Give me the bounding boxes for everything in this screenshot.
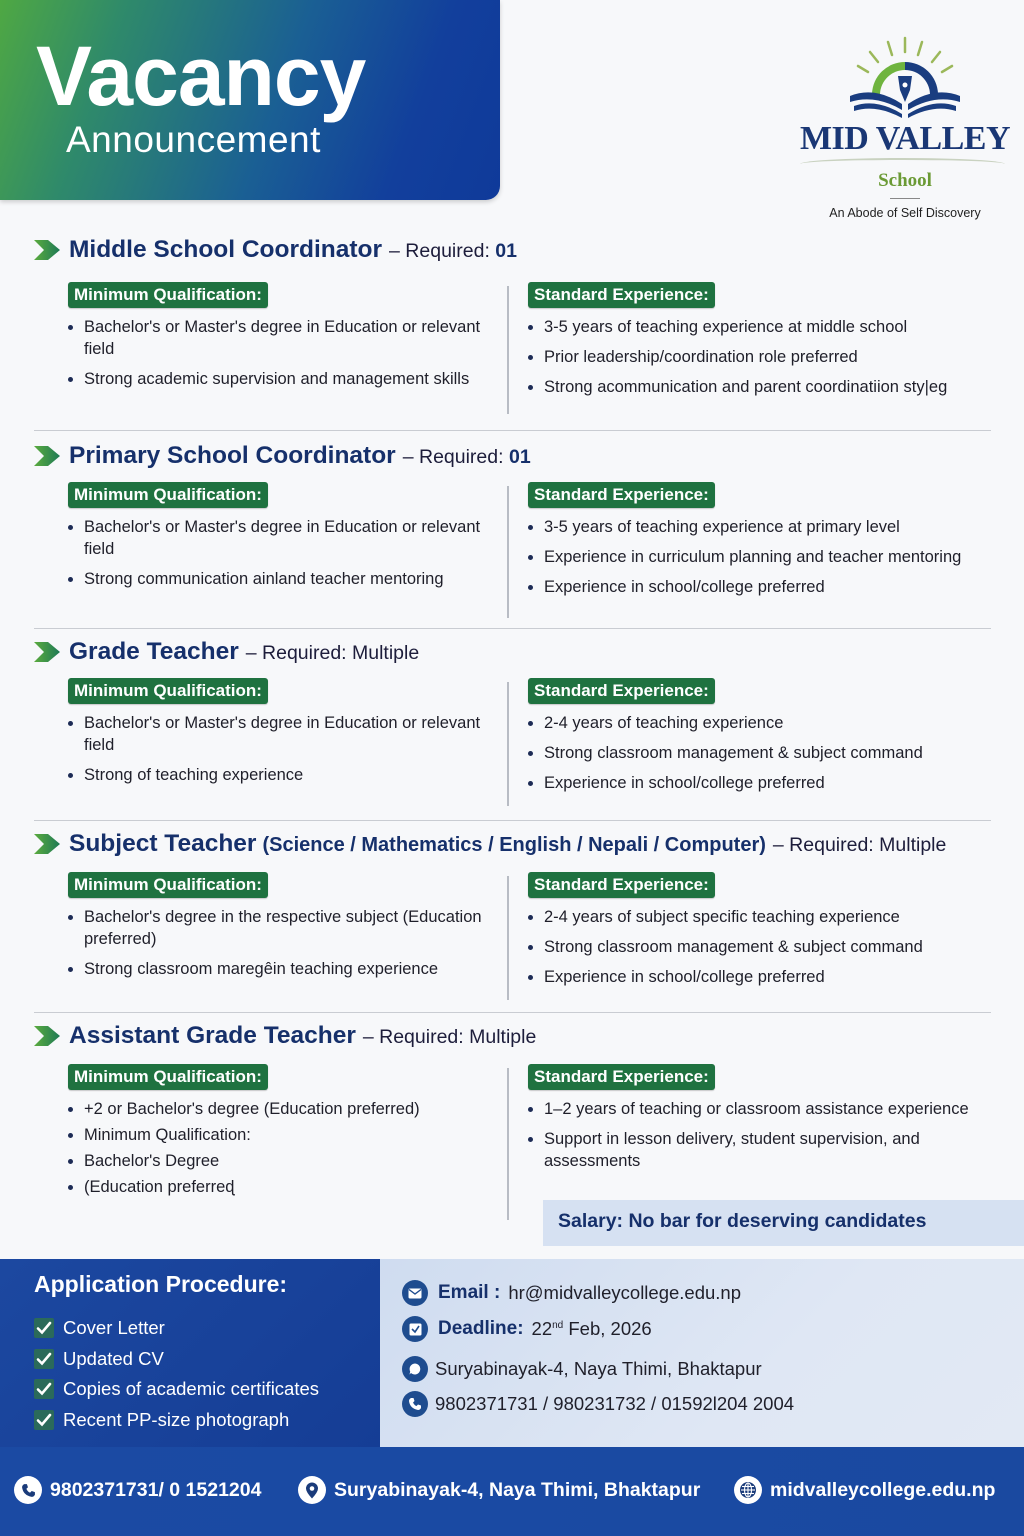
experience-item: Experience in school/college preferred <box>528 966 1008 988</box>
email-row <box>402 1280 741 1306</box>
qualification-item: Bachelor's or Master's degree in Education or relevant field <box>68 712 498 756</box>
checkmark-icon <box>34 1349 54 1369</box>
footer-bar <box>0 1447 1024 1536</box>
experience-list <box>528 516 1008 598</box>
globe-icon <box>734 1476 762 1504</box>
column-divider <box>507 1068 509 1220</box>
school-logo <box>790 30 1020 230</box>
logo-name: MID VALLEY <box>799 120 1011 157</box>
book-pen-sunrise-icon <box>830 30 980 120</box>
chevron-right-icon <box>34 642 60 662</box>
qualification-item: Bachelor's or Master's degree in Education or relevant field <box>68 316 498 360</box>
job-required <box>403 446 531 469</box>
experience-badge: Standard Experience: <box>528 482 715 508</box>
application-item <box>34 1313 319 1344</box>
column-divider <box>507 286 509 414</box>
hero-subtitle: Announcement <box>66 119 321 160</box>
job-title: Assistant Grade Teacher <box>69 1022 356 1049</box>
phone-icon <box>14 1476 42 1504</box>
qualification-list <box>68 1098 498 1198</box>
chevron-right-icon <box>34 1026 60 1046</box>
job-header <box>34 830 946 858</box>
experience-item: Experience in school/college preferred <box>528 576 1008 598</box>
application-item <box>34 1405 319 1436</box>
footer-phone[interactable] <box>14 1476 261 1504</box>
experience-item: Strong classroom management & subject command <box>528 936 1008 958</box>
application-title: Application Procedure: <box>34 1271 288 1297</box>
section-divider <box>34 820 991 821</box>
qualification-item: Strong academic supervision and management skills <box>68 368 498 390</box>
required-value: Multiple <box>352 642 420 664</box>
qualification-column <box>68 282 498 398</box>
experience-item: Strong acommunication and parent coordinatiion sty|eg <box>528 376 1008 398</box>
contact-panel <box>380 1259 1024 1447</box>
qualification-badge: Minimum Qualification: <box>68 1064 268 1090</box>
experience-item: 3-5 years of teaching experience at middle school <box>528 316 1008 338</box>
checkmark-icon <box>34 1410 54 1430</box>
experience-item: 3-5 years of teaching experience at primary level <box>528 516 1008 538</box>
logo-divider <box>890 198 920 199</box>
qualification-badge: Minimum Qualification: <box>68 482 268 508</box>
column-divider <box>507 682 509 806</box>
job-header <box>34 638 419 666</box>
application-item-text: Cover Letter <box>63 1317 165 1339</box>
email-label: Email : <box>438 1282 501 1303</box>
required-label: – Required: <box>772 834 874 856</box>
address-row <box>402 1356 762 1382</box>
salary-text: Salary: No bar for deserving candidates <box>558 1210 927 1232</box>
required-label: – Required: <box>245 642 347 664</box>
footer-website[interactable] <box>734 1476 995 1504</box>
experience-list <box>528 906 1008 988</box>
phone-numbers[interactable]: 9802371731 / 980231732 / 01592Ɩ204 2004 <box>435 1393 795 1414</box>
footer-phone-text: 9802371731/ 0 1521204 <box>50 1478 262 1501</box>
qualification-badge: Minimum Qualification: <box>68 678 268 704</box>
chevron-right-icon <box>34 240 60 260</box>
deadline-month-year: Feb, 2026 <box>563 1318 652 1339</box>
job-required <box>389 240 517 263</box>
map-pin-icon <box>298 1476 326 1504</box>
logo-tagline: An Abode of Self Discovery <box>829 206 981 220</box>
job-title: Grade Teacher <box>69 638 239 665</box>
email-icon <box>402 1280 428 1306</box>
experience-badge: Standard Experience: <box>528 282 715 308</box>
section-divider <box>34 628 991 629</box>
experience-column <box>528 482 1008 606</box>
hero-banner <box>0 0 500 200</box>
application-item-text: Updated CV <box>63 1347 164 1369</box>
experience-list <box>528 712 1008 794</box>
required-label: – Required: <box>402 446 504 468</box>
checkmark-icon <box>34 1379 54 1399</box>
deadline-row <box>402 1316 652 1342</box>
experience-column <box>528 678 1008 802</box>
job-header <box>34 236 517 264</box>
application-procedure <box>0 1259 380 1447</box>
experience-item: Experience in curriculum planning and teacher mentoring <box>528 546 1008 568</box>
required-label: – Required: <box>389 240 490 262</box>
application-item-text: Copies of academic certificates <box>63 1378 320 1400</box>
qualification-list <box>68 316 498 390</box>
experience-column <box>528 282 1008 406</box>
experience-item: Experience in school/college preferred <box>528 772 1008 794</box>
qualification-item: +2 or Bachelor's degree (Education preferred) <box>68 1098 498 1120</box>
job-title: Subject Teacher <box>69 830 257 857</box>
chevron-right-icon <box>34 834 60 854</box>
address-text: Suryabinayak-4, Naya Thimi, Bhaktapur <box>435 1358 762 1379</box>
experience-item: 2-4 years of subject specific teaching experience <box>528 906 1008 928</box>
job-required <box>773 834 946 857</box>
calendar-check-icon <box>402 1316 428 1342</box>
qualification-badge: Minimum Qualification: <box>68 872 268 898</box>
qualification-item: Strong of teaching experience <box>68 764 498 786</box>
chevron-right-icon <box>34 446 60 466</box>
qualification-item: Minimum Qualification: <box>68 1124 498 1146</box>
qualification-list <box>68 516 498 590</box>
deadline-suffix: nd <box>552 1319 564 1331</box>
logo-school: School <box>878 170 932 191</box>
required-label: – Required: <box>362 1026 464 1048</box>
experience-column <box>528 872 1008 996</box>
deadline-value <box>532 1318 652 1340</box>
qualification-column <box>68 1064 498 1202</box>
experience-item: Strong classroom management & subject command <box>528 742 1008 764</box>
qualification-item: Strong classroom maregêin teaching experience <box>68 958 498 980</box>
logo-swoosh <box>800 158 1005 170</box>
phones-row <box>402 1391 794 1417</box>
column-divider <box>507 876 509 1000</box>
experience-list <box>528 316 1008 398</box>
qualification-column <box>68 482 498 598</box>
job-header <box>34 1022 536 1050</box>
qualification-item: (Education preferreɖ <box>68 1176 498 1198</box>
job-required <box>246 642 419 665</box>
experience-item: 2-4 years of teaching experience <box>528 712 1008 734</box>
qualification-badge: Minimum Qualification: <box>68 282 268 308</box>
job-header <box>34 442 531 470</box>
experience-item: 1–2 years of teaching or classroom assistance experience <box>528 1098 1008 1120</box>
section-divider <box>34 430 991 431</box>
qualification-item: Strong communication ainland teacher mentoring <box>68 568 498 590</box>
required-value: Multiple <box>879 834 947 856</box>
required-value: 01 <box>508 446 531 468</box>
experience-column <box>528 1064 1008 1180</box>
application-item <box>34 1374 319 1405</box>
experience-item: Support in lesson delivery, student supervision, and assessments <box>528 1128 1008 1172</box>
qualification-item: Bachelor's Degree <box>68 1150 498 1172</box>
application-list <box>34 1313 319 1435</box>
job-subjects: (Science / Mathematics / English / Nepali / Computer) <box>262 834 766 856</box>
footer-website-text: midvalleycollege.edu.np <box>770 1478 996 1501</box>
job-required <box>363 1026 536 1049</box>
experience-badge: Standard Experience: <box>528 872 715 898</box>
checkmark-icon <box>34 1318 54 1338</box>
required-value: 01 <box>495 240 517 262</box>
qualification-item: Bachelor's degree in the respective subject (Education preferred) <box>68 906 498 950</box>
application-item <box>34 1344 319 1375</box>
hero-title: Vacancy <box>36 29 366 123</box>
email-link[interactable]: hr@midvalleycollege.edu.np <box>508 1282 741 1303</box>
deadline-label: Deadline: <box>438 1318 524 1339</box>
section-divider <box>34 1012 991 1013</box>
required-value: Multiple <box>469 1026 537 1048</box>
experience-badge: Standard Experience: <box>528 678 715 704</box>
qualification-list <box>68 906 498 980</box>
experience-item: Prior leadership/coordination role preferred <box>528 346 1008 368</box>
footer-address-text: Suryabinayak-4, Naya Thimi, Bhaktapur <box>334 1478 701 1501</box>
phone-icon <box>402 1391 428 1417</box>
footer-address <box>298 1476 700 1504</box>
column-divider <box>507 486 509 618</box>
experience-badge: Standard Experience: <box>528 1064 715 1090</box>
job-title: Primary School Coordinator <box>69 442 396 469</box>
qualification-column <box>68 678 498 794</box>
chat-bubble-icon <box>402 1356 428 1382</box>
application-item-text: Recent PP-size photograph <box>63 1408 290 1430</box>
qualification-item: Bachelor's or Master's degree in Education or relevant field <box>68 516 498 560</box>
job-title: Middle School Coordinator <box>69 236 383 263</box>
salary-banner <box>543 1200 1024 1246</box>
experience-list <box>528 1098 1008 1172</box>
deadline-day: 22 <box>531 1318 553 1339</box>
qualification-column <box>68 872 498 988</box>
qualification-list <box>68 712 498 786</box>
